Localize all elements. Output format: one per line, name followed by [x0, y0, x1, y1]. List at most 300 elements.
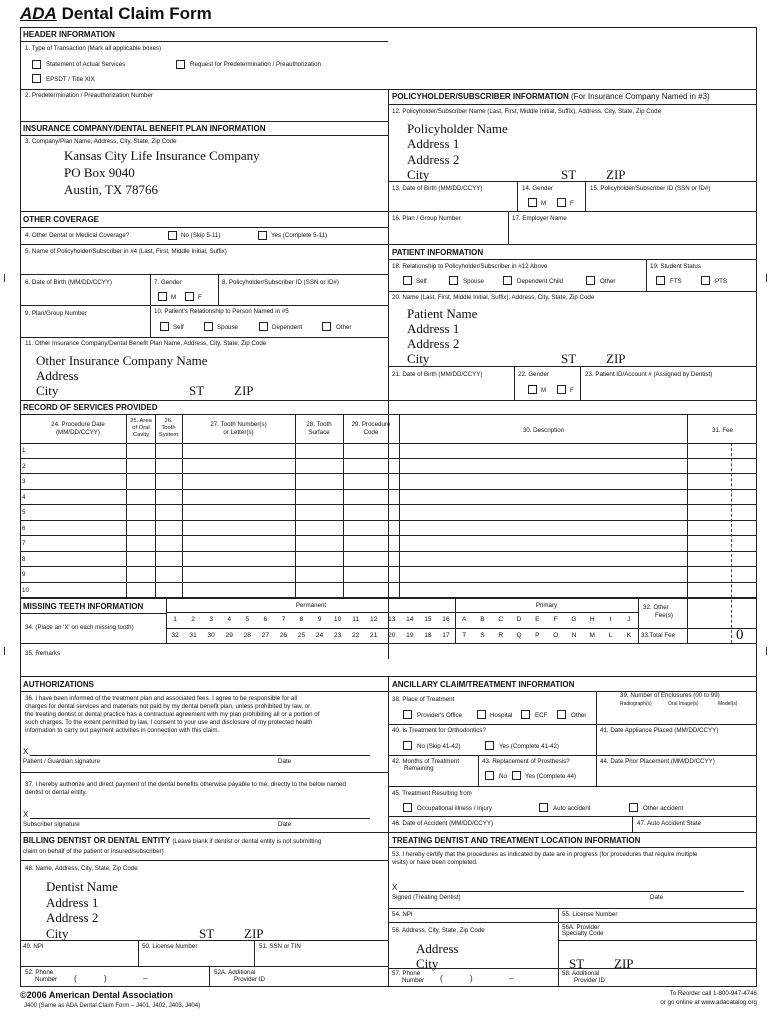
rule — [20, 414, 757, 415]
tooth-cell[interactable]: F — [553, 616, 558, 623]
service-line-row[interactable] — [20, 521, 757, 537]
q52-label: 52. Phone Number — [25, 969, 58, 984]
rule — [388, 181, 757, 182]
rule — [388, 968, 757, 969]
reorder-phone: To Reorder call 1-800-947-4746 — [669, 990, 757, 997]
q40-label: 40. Is Treatment for Orthodontics? — [392, 727, 486, 734]
prosthesis-yes-checkbox[interactable] — [512, 771, 521, 780]
col-area: 25. Area of Oral Cavity — [130, 418, 152, 438]
q11-label: 11. Other Insurance Company/Dental Benefit Plan Name, Address, City, State, Zip Code — [25, 340, 267, 347]
prosthesis-no-checkbox[interactable] — [485, 771, 494, 780]
tooth-cell[interactable]: 12 — [370, 616, 378, 623]
oc-gender-m-label: M — [171, 294, 177, 301]
q56a-label[interactable]: 56A. Provider Specialty Code — [562, 924, 604, 938]
other-insurance-state[interactable]: ST — [189, 383, 205, 398]
copyright: ©2006 American Dental Association — [20, 990, 174, 1000]
prosthesis-yes-label: Yes (Complete 44) — [525, 773, 577, 780]
services-section-title: RECORD OF SERVICES PROVIDED — [23, 403, 158, 412]
subscriber-signature-line[interactable] — [30, 818, 370, 819]
predetermination-checkbox[interactable] — [176, 60, 185, 69]
other-insurance-name[interactable]: Other Insurance Company Name — [36, 353, 208, 368]
rule — [20, 860, 388, 861]
sig1-x: X — [23, 747, 29, 756]
predetermination-label: Request for Predetermination / Preauthorization — [190, 61, 322, 68]
place-other-label: Other — [571, 712, 587, 719]
other-coverage-yes-label: Yes (Complete 5-11) — [271, 232, 328, 239]
q37-text: 37. I hereby authorize and direct payment of the dental benefits otherwise payable to me, directly to the below named dentist or dental entity. — [25, 781, 346, 797]
rule — [596, 724, 597, 755]
rule — [687, 414, 688, 643]
other-coverage-yes-checkbox[interactable] — [258, 231, 267, 240]
tooth-cell[interactable]: L — [608, 632, 613, 639]
q55-label[interactable]: 55. License Number — [562, 911, 618, 918]
rule — [388, 922, 757, 923]
insurance-company-name[interactable]: Kansas City Life Insurance Company — [64, 148, 260, 163]
q32-label: 32. Other Fee(s) — [643, 604, 673, 620]
q58-label[interactable]: 58. Additional Provider ID — [562, 970, 605, 985]
tooth-cell[interactable]: 27 — [261, 632, 270, 639]
rule — [388, 908, 757, 909]
service-line-number: 1 — [22, 447, 26, 454]
policyholder-name[interactable]: Policyholder Name — [407, 121, 508, 136]
service-line-row[interactable] — [20, 443, 757, 459]
q39-models[interactable]: Model(s) — [718, 701, 738, 707]
tooth-cell[interactable]: 23 — [333, 632, 342, 639]
q46-label[interactable]: 46. Date of Accident (MM/DD/CCYY) — [392, 820, 494, 827]
tooth-cell[interactable]: 5 — [245, 616, 250, 623]
q2-label[interactable]: 2. Predetermination / Preauthorization Number — [25, 92, 153, 99]
ph-gender-m-checkbox[interactable] — [528, 198, 537, 207]
ph-gender-m-label: M — [541, 200, 547, 207]
dentist-zip[interactable]: ZIP — [244, 926, 264, 941]
dentist-name[interactable]: Dentist Name — [46, 879, 118, 894]
q52a-label[interactable]: 52A. Additional Provider ID — [214, 969, 265, 984]
tooth-cell[interactable]: 10 — [333, 616, 342, 623]
treating-phone-close-paren[interactable]: ) — [470, 974, 473, 983]
dentist-address2[interactable]: Address 2 — [46, 910, 99, 925]
rule — [596, 755, 597, 786]
q13-label[interactable]: 13. Date of Birth (MM/DD/CCYY) — [392, 185, 483, 192]
q10-label: 10. Patient's Relationship to Person Named in #5 — [154, 308, 289, 315]
rel-self-label: Self — [173, 324, 184, 331]
rule — [388, 786, 757, 787]
place-hospital-checkbox[interactable] — [477, 710, 486, 719]
q3-label: 3. Company/Plan Name, Address, City, State, Zip Code — [25, 138, 177, 145]
ph-gender-f-label: F — [570, 200, 574, 207]
rule — [20, 613, 167, 614]
occupational-label: Occupational illness / injury — [417, 805, 492, 812]
tooth-cell[interactable]: H — [589, 616, 595, 623]
tooth-cell[interactable]: 16 — [442, 616, 450, 623]
q21-label[interactable]: 21. Date of Birth (MM/DD/CCYY) — [392, 371, 483, 378]
rule — [646, 259, 647, 291]
tooth-cell[interactable]: C — [498, 616, 504, 623]
tooth-cell[interactable]: 24 — [315, 632, 324, 639]
tooth-cell[interactable]: O — [553, 632, 559, 639]
tooth-cell[interactable]: 14 — [406, 616, 414, 623]
rule — [20, 89, 757, 90]
treating-section-title: TREATING DENTIST AND TREATMENT LOCATION INFORMATION — [392, 836, 641, 845]
rule — [399, 414, 400, 598]
pt-rel-dependent-checkbox[interactable] — [503, 276, 512, 285]
q15-label[interactable]: 15. Policyholder/Subscriber ID (SSN or ID#) — [590, 185, 711, 192]
rule — [182, 414, 183, 598]
oc-gender-m-checkbox[interactable] — [158, 292, 167, 301]
rule — [209, 966, 210, 987]
policyholder-section-title: POLICYHOLDER/SUBSCRIBER INFORMATION (For Insurance Company Named in #3) — [392, 92, 710, 101]
rule — [638, 598, 639, 643]
treating-address[interactable]: Address — [416, 941, 459, 956]
rule — [580, 366, 581, 400]
q39-oral-images[interactable]: Oral Image(s) — [668, 701, 699, 707]
tooth-cell[interactable]: S — [480, 632, 485, 639]
q17-label[interactable]: 17. Employer Name — [512, 215, 567, 222]
pt-gender-f-checkbox[interactable] — [557, 385, 566, 394]
tooth-cell[interactable]: D — [516, 616, 522, 623]
other-coverage-section-title: OTHER COVERAGE — [23, 215, 100, 224]
tooth-cell[interactable]: 15 — [424, 616, 432, 623]
tooth-cell[interactable]: R — [498, 632, 504, 639]
pt-rel-spouse-label: Spouse — [463, 278, 484, 285]
q1-label: 1. Type of Transaction (Mark all applicable boxes) — [25, 45, 162, 52]
tooth-cell[interactable]: 11 — [352, 616, 360, 623]
q50-label[interactable]: 50. License Number — [142, 943, 198, 950]
tooth-cell[interactable]: 25 — [297, 632, 306, 639]
q47-label[interactable]: 47. Auto Accident State — [637, 820, 701, 827]
treating-signature-date-label: Date — [650, 894, 664, 901]
col-fee: 31. Fee — [712, 427, 733, 434]
rule — [514, 366, 515, 400]
form-title-text: Dental Claim Form — [61, 4, 212, 23]
q4-label: 4. Other Dental or Medical Coverage? — [25, 232, 130, 239]
q9-label[interactable]: 9. Plan/Group Number — [25, 310, 87, 317]
rule — [20, 337, 388, 338]
pts-checkbox[interactable] — [701, 276, 710, 285]
tooth-cell[interactable]: K — [626, 632, 632, 639]
pt-rel-self-checkbox[interactable] — [403, 276, 412, 285]
service-line-row[interactable] — [20, 490, 757, 506]
q7-label: 7. Gender — [154, 279, 182, 286]
rule — [478, 755, 479, 786]
policyholder-state[interactable]: ST — [561, 167, 577, 182]
tooth-cell[interactable]: N — [571, 632, 577, 639]
tooth-cell[interactable]: 17 — [442, 632, 450, 639]
rule — [20, 643, 757, 644]
q14-label: 14. Gender — [522, 185, 553, 192]
col-tooth-number: 27. Tooth Number(s) or Letter(s) — [210, 421, 267, 437]
fold-mark — [761, 274, 767, 282]
rule — [596, 691, 597, 724]
rel-self-checkbox[interactable] — [160, 322, 169, 331]
pt-gender-m-label: M — [541, 387, 547, 394]
rule — [20, 772, 388, 773]
other-accident-label: Other accident — [643, 805, 684, 812]
place-ecf-checkbox[interactable] — [521, 710, 530, 719]
tooth-cell[interactable]: 9 — [317, 616, 322, 623]
other-coverage-no-checkbox[interactable] — [168, 231, 177, 240]
fts-checkbox[interactable] — [656, 276, 665, 285]
other-insurance-address[interactable]: Address — [36, 368, 79, 383]
col-description: 30. Description — [522, 427, 565, 434]
billing-phone-dash[interactable]: – — [143, 974, 148, 983]
treating-signature-label: Signed (Treating Dentist) — [392, 894, 461, 901]
service-line-number: 6 — [22, 524, 26, 532]
actual-services-checkbox[interactable] — [32, 60, 41, 69]
q8-label[interactable]: 8. Policyholder/Subscriber ID (SSN or ID#) — [222, 279, 339, 286]
service-line-row[interactable] — [20, 474, 757, 490]
treating-signature-line[interactable] — [399, 891, 744, 892]
rule — [254, 940, 255, 966]
patient-zip[interactable]: ZIP — [606, 351, 626, 366]
epsdt-checkbox[interactable] — [32, 74, 41, 83]
ortho-no-checkbox[interactable] — [403, 741, 412, 750]
col-tooth-surface: 28. Tooth Surface — [306, 421, 332, 437]
rule — [20, 227, 388, 228]
tooth-cell[interactable]: T — [462, 632, 467, 639]
rule — [388, 291, 757, 292]
service-line-number: 10 — [22, 586, 29, 594]
tooth-cell[interactable]: J — [627, 616, 631, 623]
missing-teeth-section-title: MISSING TEETH INFORMATION — [23, 602, 144, 611]
tooth-cell[interactable]: 26 — [279, 632, 288, 639]
treating-state[interactable]: ST — [569, 956, 585, 971]
rel-spouse-label: Spouse — [217, 324, 238, 331]
rule — [155, 414, 156, 598]
ortho-yes-checkbox[interactable] — [485, 741, 494, 750]
service-line-number: 9 — [22, 571, 26, 578]
ortho-no-label: No (Skip 41-42) — [417, 743, 461, 750]
ortho-yes-label: Yes (Complete 41-42) — [499, 743, 559, 750]
rule — [558, 940, 757, 941]
insurance-company-address[interactable]: PO Box 9040 — [64, 165, 135, 180]
fold-mark — [4, 274, 10, 282]
q39-radiographs[interactable]: Radiograph(s) — [620, 701, 652, 707]
col-procedure-date: 24. Procedure Date (MM/DD/CCYY) — [51, 421, 105, 437]
tooth-cell[interactable]: 13 — [388, 616, 396, 623]
treating-city[interactable]: City — [416, 956, 439, 971]
policyholder-address1[interactable]: Address 1 — [407, 136, 460, 151]
q57-label: 57. Phone Number — [392, 970, 425, 985]
rel-spouse-checkbox[interactable] — [204, 322, 213, 331]
other-accident-checkbox[interactable] — [629, 803, 638, 812]
insurance-section-title: INSURANCE COMPANY/DENTAL BENEFIT PLAN INFORMATION — [23, 124, 266, 133]
q41-label[interactable]: 41. Date Appliance Placed (MM/DD/CCYY) — [600, 727, 719, 734]
rule — [388, 104, 757, 105]
patient-city[interactable]: City — [407, 351, 430, 366]
ada-logo: ADA — [20, 4, 57, 23]
q20-label: 20. Name (Last, First, Middle Initial, Suffix), Address, City, State, Zip Code — [392, 294, 595, 301]
patient-state[interactable]: ST — [561, 351, 577, 366]
pt-rel-other-label: Other — [600, 278, 616, 285]
rule — [20, 691, 388, 692]
col-tooth-system: 26. Tooth System — [158, 418, 179, 438]
service-line-row[interactable] — [20, 459, 757, 475]
rule — [126, 414, 127, 598]
tooth-cell[interactable]: 7 — [281, 616, 286, 623]
subscriber-signature-label: Subscriber signature — [23, 821, 80, 828]
tooth-cell[interactable]: 4 — [227, 616, 232, 623]
q43-label: 43. Replacement of Prosthesis? — [482, 758, 570, 765]
pt-rel-spouse-checkbox[interactable] — [449, 276, 458, 285]
rule — [20, 135, 388, 136]
place-hospital-label: Hospital — [490, 712, 513, 719]
other-coverage-no-label: No (Skip 5-11) — [181, 232, 221, 239]
tooth-cell[interactable]: A — [461, 616, 467, 623]
treating-zip[interactable]: ZIP — [614, 956, 634, 971]
patient-name[interactable]: Patient Name — [407, 306, 478, 321]
sig2-x: X — [23, 810, 29, 819]
q49-label[interactable]: 49. NPI — [23, 943, 44, 950]
billing-note-line2: claim on behalf of the patient or insured/subscriber) — [23, 848, 164, 855]
q6-label[interactable]: 6. Date of Birth (MM/DD/CCYY) — [25, 279, 112, 286]
insurance-company-citystate[interactable]: Austin, TX 78766 — [64, 182, 159, 197]
place-office-label: Provider's Office — [417, 712, 463, 719]
rule — [20, 274, 388, 275]
tooth-cell[interactable]: 31 — [189, 632, 197, 639]
fts-label: FTS — [670, 278, 682, 285]
rel-other-label: Other — [336, 324, 352, 331]
rule — [388, 366, 757, 367]
dentist-address1[interactable]: Address 1 — [46, 895, 99, 910]
other-insurance-city[interactable]: City — [36, 383, 59, 398]
q16-label[interactable]: 16. Plan / Group Number — [392, 215, 461, 222]
tooth-cell[interactable]: 6 — [263, 616, 268, 623]
tooth-cell[interactable]: 22 — [351, 632, 360, 639]
tooth-cell[interactable]: Q — [516, 632, 522, 639]
tooth-cell[interactable]: 29 — [225, 632, 233, 639]
dentist-state[interactable]: ST — [199, 926, 215, 941]
rule — [218, 274, 219, 305]
oc-gender-f-checkbox[interactable] — [185, 292, 194, 301]
q35-label[interactable]: 35. Remarks — [25, 650, 61, 657]
policyholder-city[interactable]: City — [407, 167, 430, 182]
subscriber-signature-date-label: Date — [278, 821, 292, 828]
tooth-cell[interactable]: P — [535, 632, 540, 639]
patient-signature-line[interactable] — [30, 755, 370, 756]
tooth-cell[interactable]: 28 — [243, 632, 251, 639]
rule — [632, 816, 633, 832]
billing-phone-open-paren[interactable]: ( — [74, 974, 77, 983]
rel-dependent-checkbox[interactable] — [259, 322, 268, 331]
q19-label: 19. Student Status — [650, 263, 701, 270]
tooth-cell[interactable]: 32 — [171, 632, 179, 639]
ph-gender-f-checkbox[interactable] — [557, 198, 566, 207]
place-other-checkbox[interactable] — [557, 710, 566, 719]
tooth-cell[interactable]: 3 — [209, 616, 213, 623]
tooth-cell[interactable]: I — [609, 616, 612, 623]
tooth-cell[interactable]: 21 — [370, 632, 378, 639]
dentist-city[interactable]: City — [46, 926, 69, 941]
rule — [20, 966, 388, 967]
patient-address1[interactable]: Address 1 — [407, 321, 460, 336]
billing-phone-close-paren[interactable]: ) — [104, 974, 107, 983]
form-title — [20, 4, 212, 24]
pt-gender-m-checkbox[interactable] — [528, 385, 537, 394]
patient-address2[interactable]: Address 2 — [407, 336, 460, 351]
other-insurance-zip[interactable]: ZIP — [234, 383, 254, 398]
tooth-cell[interactable]: 30 — [207, 632, 215, 639]
pt-rel-other-checkbox[interactable] — [586, 276, 595, 285]
rule — [20, 211, 388, 212]
rule — [517, 181, 518, 211]
service-line-row[interactable] — [20, 536, 757, 552]
tooth-cell[interactable]: 8 — [299, 616, 304, 623]
tooth-cell[interactable]: B — [480, 616, 485, 623]
q36-text: 36. I have been informed of the treatment plan and associated fees. I agree to be responsible for all charges for dental services and materials not paid by my dental benefit plan, unless prohibited by law, or the treating dentist or dental practice has a contractual agreement with my plan prohibiting all or a portion of such charges. To the extent permitted by law, I consent to your use and disclosure of my protected health information to carry out payment activities in connection with this claim. — [25, 695, 320, 735]
rule — [20, 41, 388, 42]
tooth-cell[interactable]: 20 — [388, 632, 396, 639]
pt-gender-f-label: F — [570, 387, 574, 394]
q23-label[interactable]: 23. Patient ID/Account # (Assigned by Dentist) — [585, 371, 713, 378]
q44-label[interactable]: 44. Date Prior Placement (MM/DD/CCYY) — [600, 758, 715, 765]
fold-mark — [4, 647, 10, 655]
service-line-number: 8 — [22, 555, 26, 563]
service-line-number: 3 — [22, 478, 26, 485]
q53-text: 53. I hereby certify that the procedures as indicated by date are in progress (for procedures that require multiple visits) or have been completed. — [392, 851, 698, 867]
q18-label: 18. Relationship to Policyholder/Subscriber in #12 Above — [392, 263, 548, 270]
policyholder-address2[interactable]: Address 2 — [407, 152, 460, 167]
q45-label: 45. Treatment Resulting from — [392, 790, 472, 797]
rule — [20, 832, 757, 833]
col-procedure-code: 29. Procedure Code — [351, 421, 391, 437]
rule — [731, 443, 732, 643]
tooth-cell[interactable]: M — [589, 632, 595, 639]
rel-other-checkbox[interactable] — [322, 322, 331, 331]
rule — [166, 628, 638, 629]
service-line-row[interactable] — [20, 583, 757, 599]
service-line-row[interactable] — [20, 552, 757, 568]
actual-services-label: Statement of Actual Services — [46, 61, 126, 68]
rule — [20, 244, 757, 245]
policyholder-zip[interactable]: ZIP — [606, 167, 626, 182]
tooth-cell[interactable]: G — [571, 616, 577, 623]
treating-phone-open-paren[interactable]: ( — [440, 974, 443, 983]
service-line-row[interactable] — [20, 505, 757, 521]
rule — [585, 181, 586, 211]
prosthesis-no-label: No — [499, 773, 507, 780]
oc-gender-f-label: F — [198, 294, 202, 301]
rule — [150, 305, 151, 337]
rel-dependent-label: Dependent — [272, 324, 303, 331]
q33-label: 33.Total Fee — [641, 632, 676, 639]
q34-label: 34. (Place an 'X' on each missing tooth) — [25, 624, 134, 631]
tooth-cell[interactable]: 1 — [173, 616, 177, 623]
patient-section-title: PATIENT INFORMATION — [392, 248, 484, 257]
tooth-cell[interactable]: E — [535, 616, 540, 623]
q39-label: 39. Number of Enclosures (00 to 99) — [620, 692, 720, 699]
tooth-cell[interactable]: 2 — [191, 616, 195, 623]
tooth-cell[interactable]: 18 — [424, 632, 432, 639]
q56-label: 56. Address, City, State, Zip Code — [392, 927, 485, 934]
service-line-number: 4 — [22, 493, 26, 501]
treating-phone-dash[interactable]: – — [509, 974, 514, 983]
service-line-row[interactable] — [20, 567, 757, 583]
q51-label[interactable]: 51. SSN or TIN — [259, 943, 301, 950]
q54-label[interactable]: 54. NPI — [392, 911, 413, 918]
place-office-checkbox[interactable] — [403, 710, 412, 719]
patient-signature-label: Patient / Guardian signature — [23, 758, 101, 765]
rule — [388, 259, 757, 260]
rule — [20, 940, 388, 941]
permanent-label: Permanent — [295, 602, 327, 609]
occupational-checkbox[interactable] — [403, 803, 412, 812]
rule — [20, 598, 757, 599]
total-fee-value[interactable]: 0 — [736, 627, 744, 643]
q42-label[interactable]: 42. Months of Treatment Remaining — [392, 758, 460, 773]
auto-accident-checkbox[interactable] — [539, 803, 548, 812]
tooth-cell[interactable]: 19 — [406, 632, 414, 639]
q5-label[interactable]: 5. Name of Policyholder/Subscriber in #4 (Last, First, Middle Initial, Suffix) — [25, 248, 227, 255]
